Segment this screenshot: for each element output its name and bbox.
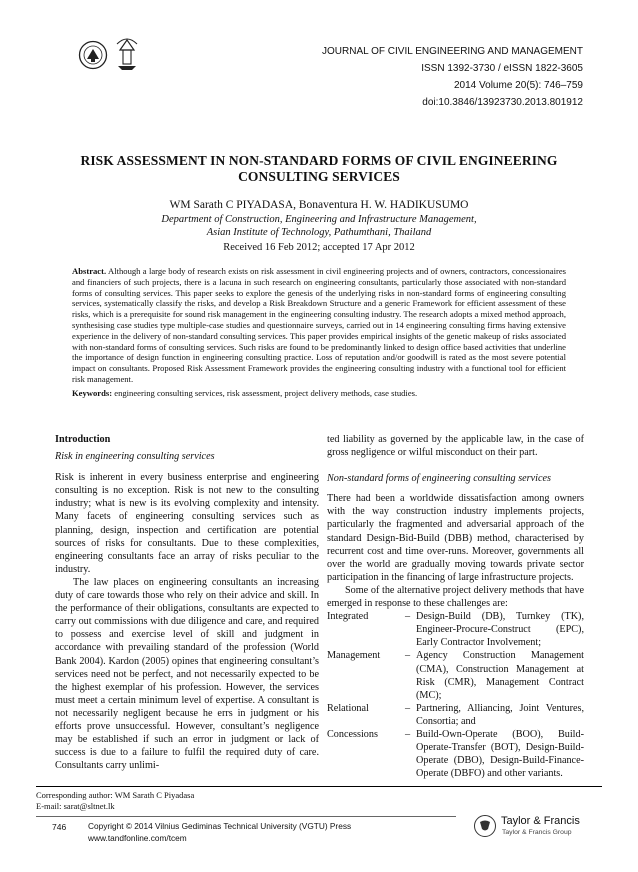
keywords-text: engineering consulting services, risk assessment, project delivery methods, case studies. xyxy=(114,387,418,398)
publisher-name: Taylor & Francis xyxy=(501,815,580,827)
intro-paragraph-1: Risk is inherent in every business enterprise and engineering consulting is no exception. Risk is not new to the consulting industry; what is new is its evolving complexity and intensity. Many facets of engineering consulting services such as planning, design, inspection and certification are potential sources of risks for consultants. Due to these complexities, engineering consultants face an array of risks peculiar to the industry. xyxy=(55,472,319,575)
delivery-method-desc: Design-Build (DB), Turnkey (TK), Engineer-Procure-Construct (EPC), Early Contractor Involvement; xyxy=(416,611,584,649)
taylor-francis-icon xyxy=(473,814,497,838)
intro-paragraph-2: The law places on engineering consultants an increasing duty of care towards those who rely on their advice and skill. In the performance of their obligations, consultants are expected to carry out commissions with due diligence and care, and required to possess and exercise level of skill and judgment in accordance with prevailing standard of the profession (World Bank 2004). Kardon (2005) opines that engineering consultant’s services need not be perfect, and not necessarily expected to be the highest exemplar of his profession. However, the services must meet a certain minimum level of expertise. A consultant is not necessarily negligent because he errs in judgment or his efforts prove unsuccessful. However, consultant’s negligence may be established if such an error in judgment or lack of success is due to a failure to fulfil the required duty of care. Consultants carry unlimi- xyxy=(55,576,319,772)
delivery-method-item xyxy=(327,702,584,728)
delivery-method-desc: Partnering, Alliancing, Joint Ventures, Consortia; and xyxy=(416,702,584,727)
keywords-label: Keywords: xyxy=(72,387,113,398)
delivery-method-item xyxy=(327,610,584,649)
journal-website: www.tandfonline.com/tcem xyxy=(88,833,187,843)
paper-title-line2: CONSULTING SERVICES xyxy=(238,169,400,184)
liability-paragraph: ted liability as governed by the applicable law, in the case of gross negligence or wilful misconduct on their part. xyxy=(327,434,584,459)
affiliation-line2: Asian Institute of Technology, Pathumthani, Thailand xyxy=(206,227,432,238)
journal-emblem-logo xyxy=(112,36,142,76)
delivery-method-desc: Agency Construction Management (CMA), Construction Management at Risk (CMR), Management Contract (MC); xyxy=(416,650,584,701)
keywords xyxy=(72,388,566,399)
subheading-non-standard: Non-standard forms of engineering consulting services xyxy=(327,473,552,485)
page-number: 746 xyxy=(52,822,67,832)
journal-issn: ISSN 1392-3730 / eISSN 1822-3605 xyxy=(421,63,583,74)
received-date: Received 16 Feb 2012; accepted 17 Apr 2012 xyxy=(223,242,415,253)
abstract-label: Abstract. xyxy=(72,266,107,276)
journal-name: JOURNAL OF CIVIL ENGINEERING AND MANAGEMENT xyxy=(322,46,583,57)
copyright-line: Copyright © 2014 Vilnius Gediminas Technical University (VGTU) Press xyxy=(88,821,352,831)
authors: WM Sarath C PIYADASA, Bonaventura H. W. HADIKUSUMO xyxy=(169,199,469,211)
delivery-method-term: Integrated xyxy=(327,611,369,623)
right-column xyxy=(327,433,584,780)
subheading-risk: Risk in engineering consulting services xyxy=(55,451,215,463)
corresponding-author: Corresponding author: WM Sarath C Piyadasa xyxy=(36,790,195,800)
delivery-method-dash: – xyxy=(404,650,411,662)
footer-rule xyxy=(36,786,602,787)
publisher-group: Taylor & Francis Group xyxy=(502,829,572,836)
journal-volume: 2014 Volume 20(5): 746–759 xyxy=(454,80,583,91)
delivery-method-term: Relational xyxy=(327,702,369,714)
abstract xyxy=(72,266,566,399)
delivery-method-desc: Build-Own-Operate (BOO), Build-Operate-Transfer (BOT), Design-Build-Operate (DBO), Design-Build-Finance-Operate (DBFO) and other variants. xyxy=(416,728,584,780)
delivery-method-item xyxy=(327,649,584,701)
delivery-method-dash: – xyxy=(404,728,411,740)
vgtu-seal-logo xyxy=(78,40,108,70)
journal-doi: doi:10.3846/13923730.2013.801912 xyxy=(422,97,583,108)
left-column xyxy=(55,433,319,772)
delivery-method-term: Management xyxy=(327,650,381,662)
paper-title xyxy=(40,153,598,185)
delivery-method-item xyxy=(327,728,584,780)
delivery-method-dash: – xyxy=(404,611,411,623)
abstract-text: Although a large body of research exists on risk assessment in civil engineering projects and of owners, contractors, concessionaires and financiers of such projects, there is a lacuna in such research on engineering consultants, particularly those associated with non-standard forms of consulting services. This paper seeks to explore the genesis of the underlying risks in non-standard forms of engineering consulting services, systematically classify the risks, and develop a Risk Breakdown Structure and a generic Framework for efficient assessment of these risks, which is a prerequisite for sound risk management in the engineering consulting industry. The research adopts a mixed method approach, synthesising case studies type multiple-case studies and questionnaire surveys, carried out in 14 engineering consulting firms having extensive experience in the delivery of non-standard consulting services. This paper provides empirical insights of the genetic makeup of risks associated with non-standard forms of consulting services. Such risks are found to be predominantly linked to design office based activities that underline the importance of design function in engineering consulting practice. Loss of reputation and/or goodwill is rated as the most severe potential impact on consultants. Proposed Risk Assessment Framework provides the engineering consulting industry with a functional tool for efficient risk management. xyxy=(72,266,566,384)
nonstandard-paragraph-1: There had been a worldwide dissatisfaction among owners with the way construction industry implements projects, particularly the fragmented and adversarial approach of the standard Design-Bid-Build (DBB) method, characterised by recurrent cost and time over-runs. Moreover, governments all over the world are gradually moving towards private sector participation in the financing of large infrastructure projects. xyxy=(327,493,584,583)
delivery-method-dash: – xyxy=(404,702,411,714)
affiliation-line1: Department of Construction, Engineering and Infrastructure Management, xyxy=(161,214,477,225)
nonstandard-paragraph-2: Some of the alternative project delivery methods that have emerged in response to these challenges are: xyxy=(327,584,584,610)
delivery-method-term: Concessions xyxy=(327,728,378,740)
section-heading-introduction: Introduction xyxy=(55,434,111,445)
footer-rule-2 xyxy=(36,816,456,817)
corresponding-email: E-mail: sarat@sltnet.lk xyxy=(36,801,115,811)
paper-title-line1: RISK ASSESSMENT IN NON-STANDARD FORMS OF CIVIL ENGINEERING xyxy=(80,153,558,168)
affiliation xyxy=(40,213,598,239)
